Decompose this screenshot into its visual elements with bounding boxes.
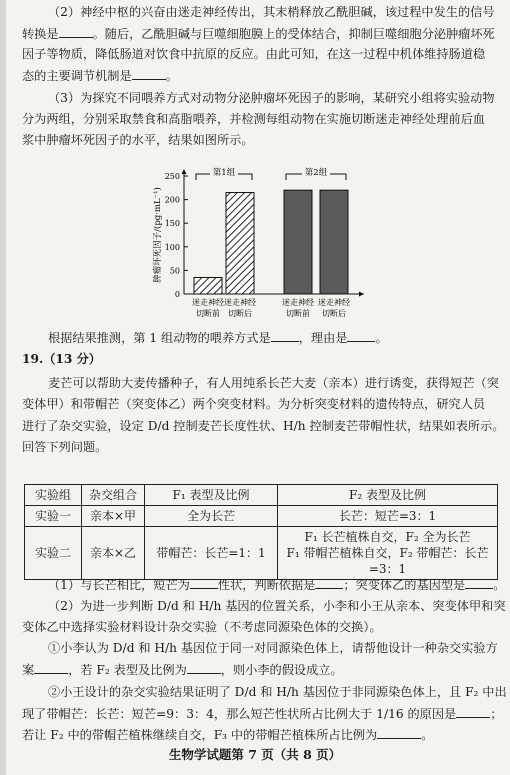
y-axis-arrow (182, 169, 187, 174)
table-cell: 亲本×甲 (82, 506, 145, 527)
q19-stem-line-4: 回答下列问题。 (22, 440, 108, 454)
answer-blank[interactable] (465, 576, 493, 589)
q19-2-1-line-1: ①小李认为 D/d 和 H/h 基因位于同一对同源染色体上，请帮他设计一种杂交实验方 (48, 641, 498, 655)
table-header-cell: 实验组 (25, 485, 82, 506)
answer-blank[interactable] (315, 576, 343, 589)
q18-3-inference-line: 根据结果推测，第 1 组动物的喂养方式是 ，理由是 。 (48, 331, 388, 345)
table-row (25, 506, 498, 527)
q18-2-line-4: 态的主要调节机制是 。 (22, 69, 178, 83)
y-tick-label: 50 (169, 266, 180, 276)
q19-stem-line-1: 麦芒可以帮助大麦传播种子，有人用纯系长芒大麦（亲本）进行诱变，获得短芒（突 (48, 376, 499, 390)
x-tick-label: 切断前 (196, 309, 220, 318)
x-tick-label: 迷走神经 (192, 298, 224, 307)
table-row (25, 527, 498, 580)
group-label: 第1组 (212, 168, 236, 178)
x-axis-arrow (359, 292, 364, 297)
page-edge-shadow (0, 0, 6, 775)
bar (320, 190, 348, 294)
answer-blank[interactable] (187, 661, 221, 674)
bar (194, 277, 222, 294)
table-cell: 实验一 (25, 506, 82, 527)
q18-2-line-1: （2）神经中枢的兴奋由迷走神经传出，其末梢释放乙酰胆碱，该过程中发生的信号 (48, 5, 495, 19)
table-header-row (25, 485, 498, 506)
answer-blank[interactable] (347, 329, 375, 342)
y-tick-label: 0 (174, 290, 180, 299)
y-axis-label: 肿瘤坏死因子/(pg·mL⁻¹) (153, 187, 163, 283)
q19-2-2-line-2: 现了带帽芒：长芒：短芒=9：3：4，那么短芒性状所占比例大于 1/16 的原因是 ； (22, 707, 503, 721)
x-tick-label: 迷走神经 (224, 298, 256, 307)
question-19-heading: 19.（13 分） (22, 352, 101, 366)
table-header-cell: 杂交组合 (82, 485, 145, 506)
table-cell-line: F₁ 长芒植株自交，F₂ 全为长芒 (304, 530, 471, 544)
y-tick-label: 200 (164, 195, 180, 205)
x-tick-label: 切断后 (228, 309, 252, 318)
x-tick-label: 迷走神经 (282, 298, 314, 307)
answer-blank[interactable] (190, 576, 218, 589)
bar (226, 193, 254, 294)
x-tick-label: 切断后 (322, 309, 346, 318)
x-tick-label: 迷走神经 (318, 298, 350, 307)
q19-2-line-2: 变体乙中选择实验材料设计杂交实验（不考虑同源染色体的交换）。 (22, 620, 382, 634)
table-header-cell: F₁ 表型及比例 (145, 485, 278, 506)
answer-blank[interactable] (34, 661, 68, 674)
x-tick-label: 切断前 (286, 309, 310, 318)
table-cell (278, 527, 498, 580)
page-footer: 生物学试题第 7 页（共 8 页） (168, 747, 342, 762)
q19-stem-line-3: 进行了杂交实验，设定 D/d 控制麦芒长度性状、H/h 控制麦芒带帽性状，结果如表所示。 (22, 419, 505, 433)
q18-3-line-2: 分为两组，分别采取禁食和高脂喂养，并检测每组动物在实施切断迷走神经处理前后血 (22, 112, 486, 126)
table-cell-line: F₁ 带帽芒植株自交，F₂ 带帽芒：长芒=3：1 (286, 546, 489, 576)
q19-2-line-1: （2）为进一步判断 D/d 和 H/h 基因的位置关系，小李和小王从亲本、突变体甲和突 (48, 599, 506, 613)
q19-1-line: （1）与长芒相比，短芒为 性状，判断依据是 ；突变体乙的基因型是 。 (48, 578, 506, 592)
group-label: 第2组 (304, 168, 328, 178)
cross-results-table (24, 484, 498, 580)
y-tick-label: 250 (164, 172, 180, 181)
q18-3-line-3: 浆中肿瘤坏死因子的水平，结果如图所示。 (22, 133, 254, 147)
answer-blank[interactable] (377, 726, 421, 739)
y-tick-label: 150 (164, 219, 180, 229)
q18-2-line-2: 转换是 。随后，乙酰胆碱与巨噬细胞膜上的受体结合，抑制巨噬细胞分泌肿瘤坏死 (22, 27, 495, 41)
tnf-bar-chart (138, 164, 368, 326)
q19-2-2-line-3: 若让 F₂ 中的带帽芒植株继续自交，F₃ 中的带帽芒植株所占比例为 。 (22, 728, 434, 742)
answer-blank[interactable] (271, 329, 299, 342)
answer-blank[interactable] (132, 67, 166, 80)
answer-blank[interactable] (456, 705, 490, 718)
table-cell: 实验二 (25, 527, 82, 580)
table-cell: 亲本×乙 (82, 527, 145, 580)
y-tick-label: 100 (164, 242, 180, 252)
q19-2-1-line-2: 案 ，若 F₂ 表型及比例为 ，则小李的假设成立。 (22, 663, 343, 677)
q19-2-2-line-1: ②小王设计的杂交实验结果证明了 D/d 和 H/h 基因位于非同源染色体上，且 F₂ 中出 (48, 685, 507, 699)
q18-2-line-3: 因子等物质，降低肠道对饮食中抗原的反应。由此可知，在这一过程中机体维持肠道稳 (22, 47, 486, 61)
bar (284, 190, 312, 294)
answer-blank[interactable] (59, 25, 93, 38)
table-cell: 长芒：短芒=3：1 (278, 506, 498, 527)
q19-stem-line-2: 变体甲）和带帽芒（突变体乙）两个突变材料。为分析突变材料的遗传特点，研究人员 (22, 397, 486, 411)
table-header-cell: F₂ 表型及比例 (278, 485, 498, 506)
table-cell: 全为长芒 (145, 506, 278, 527)
table-cell: 带帽芒：长芒=1：1 (145, 527, 278, 580)
q18-3-line-1: （3）为探究不同喂养方式对动物分泌肿瘤坏死因子的影响，某研究小组将实验动物 (48, 91, 495, 105)
